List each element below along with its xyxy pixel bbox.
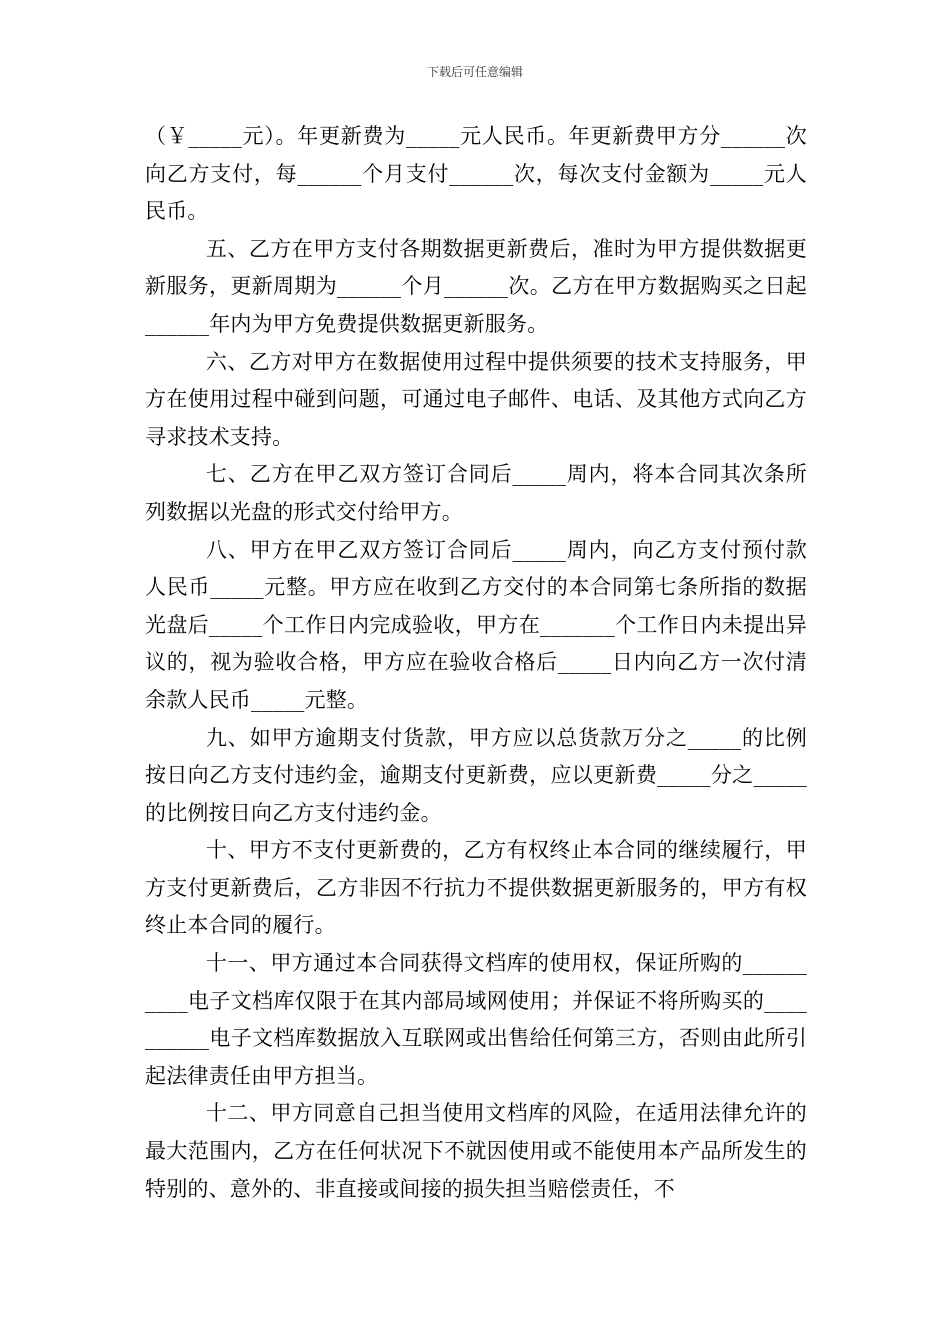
document-body (145, 118, 807, 1208)
paragraph-clause-7: 七、乙方在甲乙双方签订合同后_____周内，将本合同其次条所列数据以光盘的形式交付给甲方。 (145, 462, 807, 524)
paragraph-clause-8: 八、甲方在甲乙双方签订合同后_____周内，向乙方支付预付款人民币_____元整。甲方应在收到乙方交付的本合同第七条所指的数据光盘后_____个工作日内完成验收，甲方在_______个工作日内未提出异议的，视为验收合格，甲方应在验收合格后_____日内向乙方一次付清余款人民币_____元整。 (145, 537, 807, 712)
paragraph-clause-6: 六、乙方对甲方在数据使用过程中提供须要的技术支持服务，甲方在使用过程中碰到问题，可通过电子邮件、电话、及其他方式向乙方寻求技术支持。 (145, 349, 807, 449)
paragraph-continuation: （￥_____元）。年更新费为_____元人民币。年更新费甲方分______次向乙方支付，每______个月支付______次，每次支付金额为_____元人民币。 (145, 124, 807, 224)
paragraph-clause-11: 十一、甲方通过本合同获得文档库的使用权，保证所购的__________电子文档库仅限于在其内部局域网使用；并保证不将所购买的__________电子文档库数据放入互联网或出售给任何第三方，否则由此所引起法律责任由甲方担当。 (145, 951, 807, 1088)
paragraph-clause-10: 十、甲方不支付更新费的，乙方有权终止本合同的继续履行，甲方支付更新费后，乙方非因不行抗力不提供数据更新服务的，甲方有权终止本合同的履行。 (145, 838, 807, 938)
paragraph-clause-9: 九、如甲方逾期支付货款，甲方应以总货款万分之_____的比例按日向乙方支付违约金，逾期支付更新费，应以更新费_____分之_____的比例按日向乙方支付违约金。 (145, 725, 807, 825)
paragraph-clause-12: 十二、甲方同意自己担当使用文档库的风险，在适用法律允许的最大范围内，乙方在任何状况下不就因使用或不能使用本产品所发生的特别的、意外的、非直接或间接的损失担当赔偿责任，不 (145, 1101, 807, 1201)
paragraph-clause-5: 五、乙方在甲方支付各期数据更新费后，准时为甲方提供数据更新服务，更新周期为______个月______次。乙方在甲方数据购买之日起______年内为甲方免费提供数据更新服务。 (145, 236, 807, 336)
page-header-note: 下载后可任意编辑 (426, 65, 523, 79)
